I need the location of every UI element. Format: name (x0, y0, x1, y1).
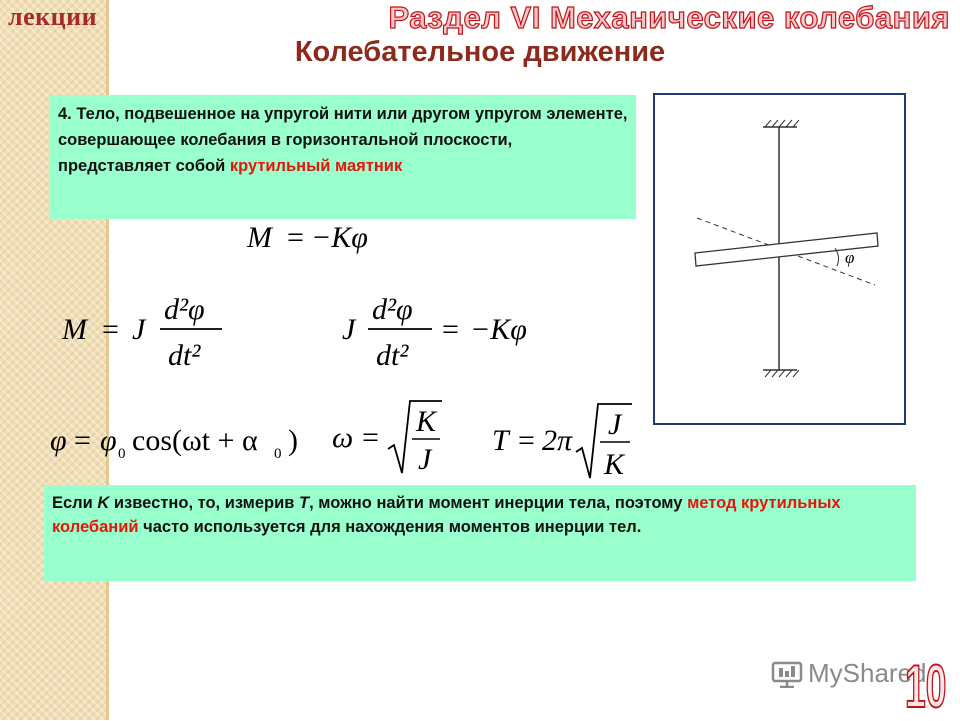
formula-K: K (416, 405, 437, 438)
note-text-1: Если (52, 494, 98, 512)
formula-solution (48, 412, 308, 468)
formula-angular-frequency (330, 395, 450, 480)
intro-text-box (50, 95, 636, 219)
formula-phi0: φ (100, 424, 117, 457)
section-title: Раздел VI Механические колебания (388, 0, 950, 35)
page-title: Колебательное движение (294, 36, 666, 68)
formula-M2: M (62, 313, 87, 346)
watermark-text: MyShared (808, 658, 927, 688)
formula-eq6: = (518, 424, 535, 457)
formula-torque (245, 215, 395, 259)
formula-d2phi2: d²φ (372, 293, 413, 326)
note-var-k: K (97, 494, 110, 512)
formula-K2: K (604, 448, 625, 481)
intro-text: 4. Тело, подвешенное на упругой нити или другом упругом элементе, совершающее колебания в горизонтальной плоскости, представляет собой (58, 105, 628, 175)
formula-eq4: = (74, 424, 91, 457)
formula-two-pi: 2π (542, 424, 573, 457)
formula-M: M (247, 221, 272, 254)
pendulum-drawing (655, 95, 903, 422)
formula-J2: J (342, 313, 356, 346)
formula-T: T (492, 424, 509, 457)
formula-differential-equation (340, 285, 570, 375)
formula-d2phi: d²φ (164, 293, 205, 326)
formula-dt2-2: dt² (376, 339, 409, 372)
formula-close-paren: ) (288, 424, 298, 457)
formula-period (490, 400, 640, 485)
note-var-t: T (299, 494, 310, 512)
formula-J3: J (418, 443, 432, 476)
formula-sub0-alpha: 0 (274, 446, 282, 462)
bottom-support-hatch (765, 370, 799, 377)
angle-label: φ (845, 248, 855, 267)
formula-minus-k-phi: −Kφ (311, 221, 368, 254)
formula-dt2: dt² (168, 339, 201, 372)
formula-phi: φ (50, 424, 67, 457)
page-number: 10 (905, 653, 947, 720)
formula-cos: cos(ωt + α (132, 424, 258, 457)
note-highlight: метод крутильных колебаний (52, 494, 841, 536)
presentation-icon (770, 660, 804, 688)
note-text-4: часто используется для нахождения моментов инерции тел. (138, 518, 642, 536)
formula-omega: ω (332, 421, 354, 454)
formula-eq2: = (102, 313, 119, 346)
formula-eq3: = (442, 313, 459, 346)
intro-highlight: крутильный маятник (229, 157, 403, 175)
note-text-2: известно, то, измерив (109, 494, 299, 512)
watermark-logo (770, 658, 927, 689)
formula-J4: J (608, 408, 622, 441)
formula-J: J (132, 313, 146, 346)
top-support-hatch (765, 120, 799, 127)
lectures-nav-link[interactable]: лекции (8, 2, 98, 31)
formula-eq: = (287, 221, 304, 254)
formula-minus-k-phi-2: −Kφ (470, 313, 527, 346)
formula-moment-equation (60, 285, 230, 375)
note-text-3: , можно найти момент инерции тела, поэтому (309, 494, 688, 512)
torsion-pendulum-diagram (653, 93, 906, 425)
formula-eq5: = (362, 421, 379, 454)
formula-sub0: 0 (118, 446, 126, 462)
note-text-box (44, 485, 916, 581)
